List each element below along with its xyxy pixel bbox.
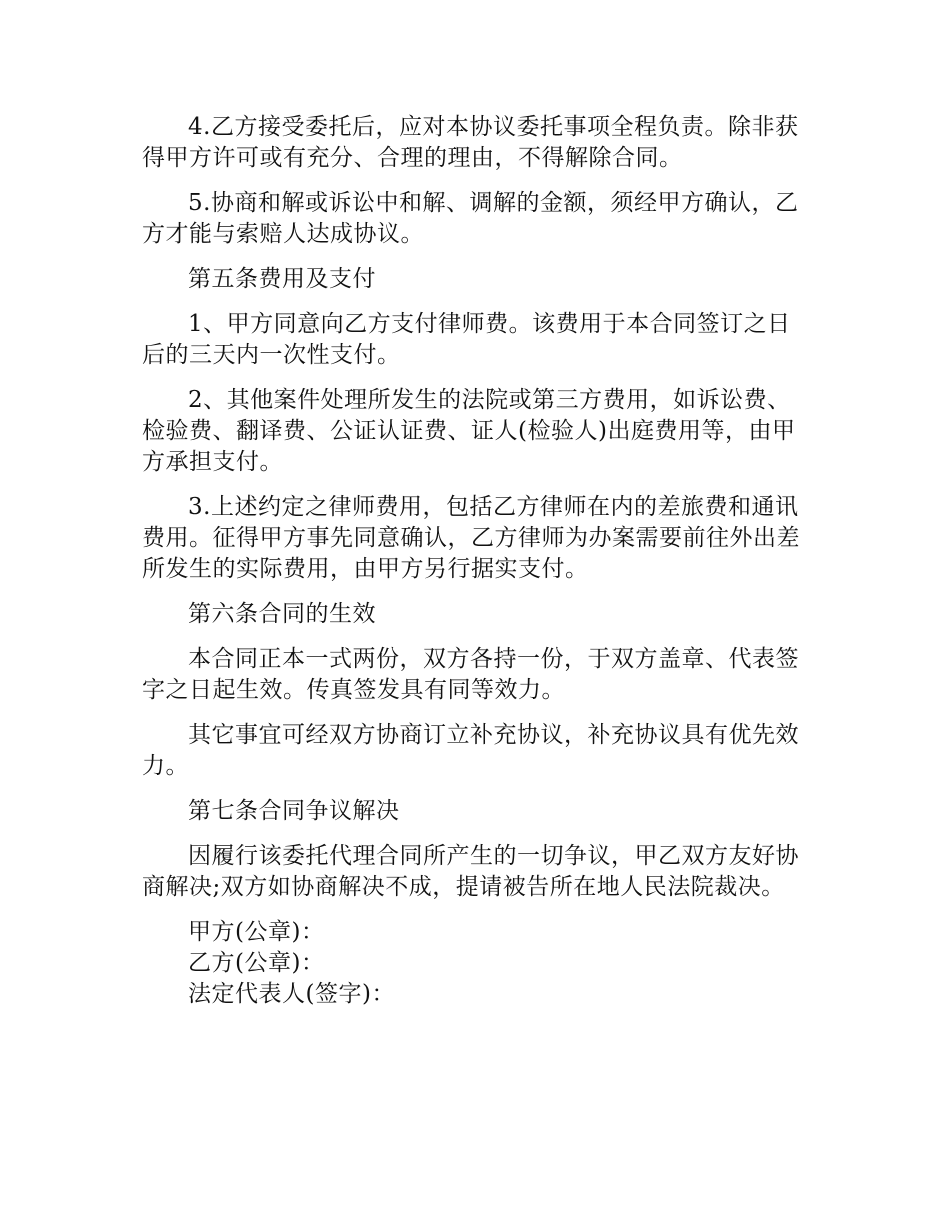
clause-5-paragraph: 5.协商和解或诉讼中和解、调解的金额，须经甲方确认，乙方才能与索赔人达成协议。	[142, 190, 799, 247]
supplementary-paragraph: 其它事宜可经双方协商订立补充协议，补充协议具有优先效力。	[142, 722, 799, 779]
article-6-heading: 第六条合同的生效	[188, 601, 376, 627]
fee-clause-3-paragraph: 3.上述约定之律师费用，包括乙方律师在内的差旅费和通讯费用。征得甲方事先同意确认，乙方律师为办案需要前往外出差所发生的实际费用，由甲方另行据实支付。	[142, 494, 800, 582]
fee-clause-2-paragraph: 2、其他案件处理所发生的法院或第三方费用，如诉讼费、检验费、翻译费、公证认证费、证人(检验人)出庭费用等，由甲方承担支付。	[142, 387, 796, 475]
fee-clause-1-paragraph: 1、甲方同意向乙方支付律师费。该费用于本合同签订之日后的三天内一次性支付。	[142, 311, 791, 368]
clause-4-paragraph: 4.乙方接受委托后，应对本协议委托事项全程负责。除非获得甲方许可或有充分、合理的理由，不得解除合同。	[142, 114, 799, 171]
article-7-heading: 第七条合同争议解决	[188, 798, 400, 824]
article-5-heading: 第五条费用及支付	[188, 266, 376, 292]
dispute-paragraph: 因履行该委托代理合同所产生的一切争议，甲乙双方友好协商解决;双方如协商解决不成，提请被告所在地人民法院裁决。	[142, 843, 799, 900]
legal-representative-signature-line: 法定代表人(签字)：	[188, 981, 395, 1007]
party-b-seal-line: 乙方(公章)：	[188, 950, 325, 976]
party-a-seal-line: 甲方(公章)：	[188, 919, 325, 945]
effectiveness-paragraph: 本合同正本一式两份，双方各持一份，于双方盖章、代表签字之日起生效。传真签发具有同等效力。	[142, 646, 799, 703]
